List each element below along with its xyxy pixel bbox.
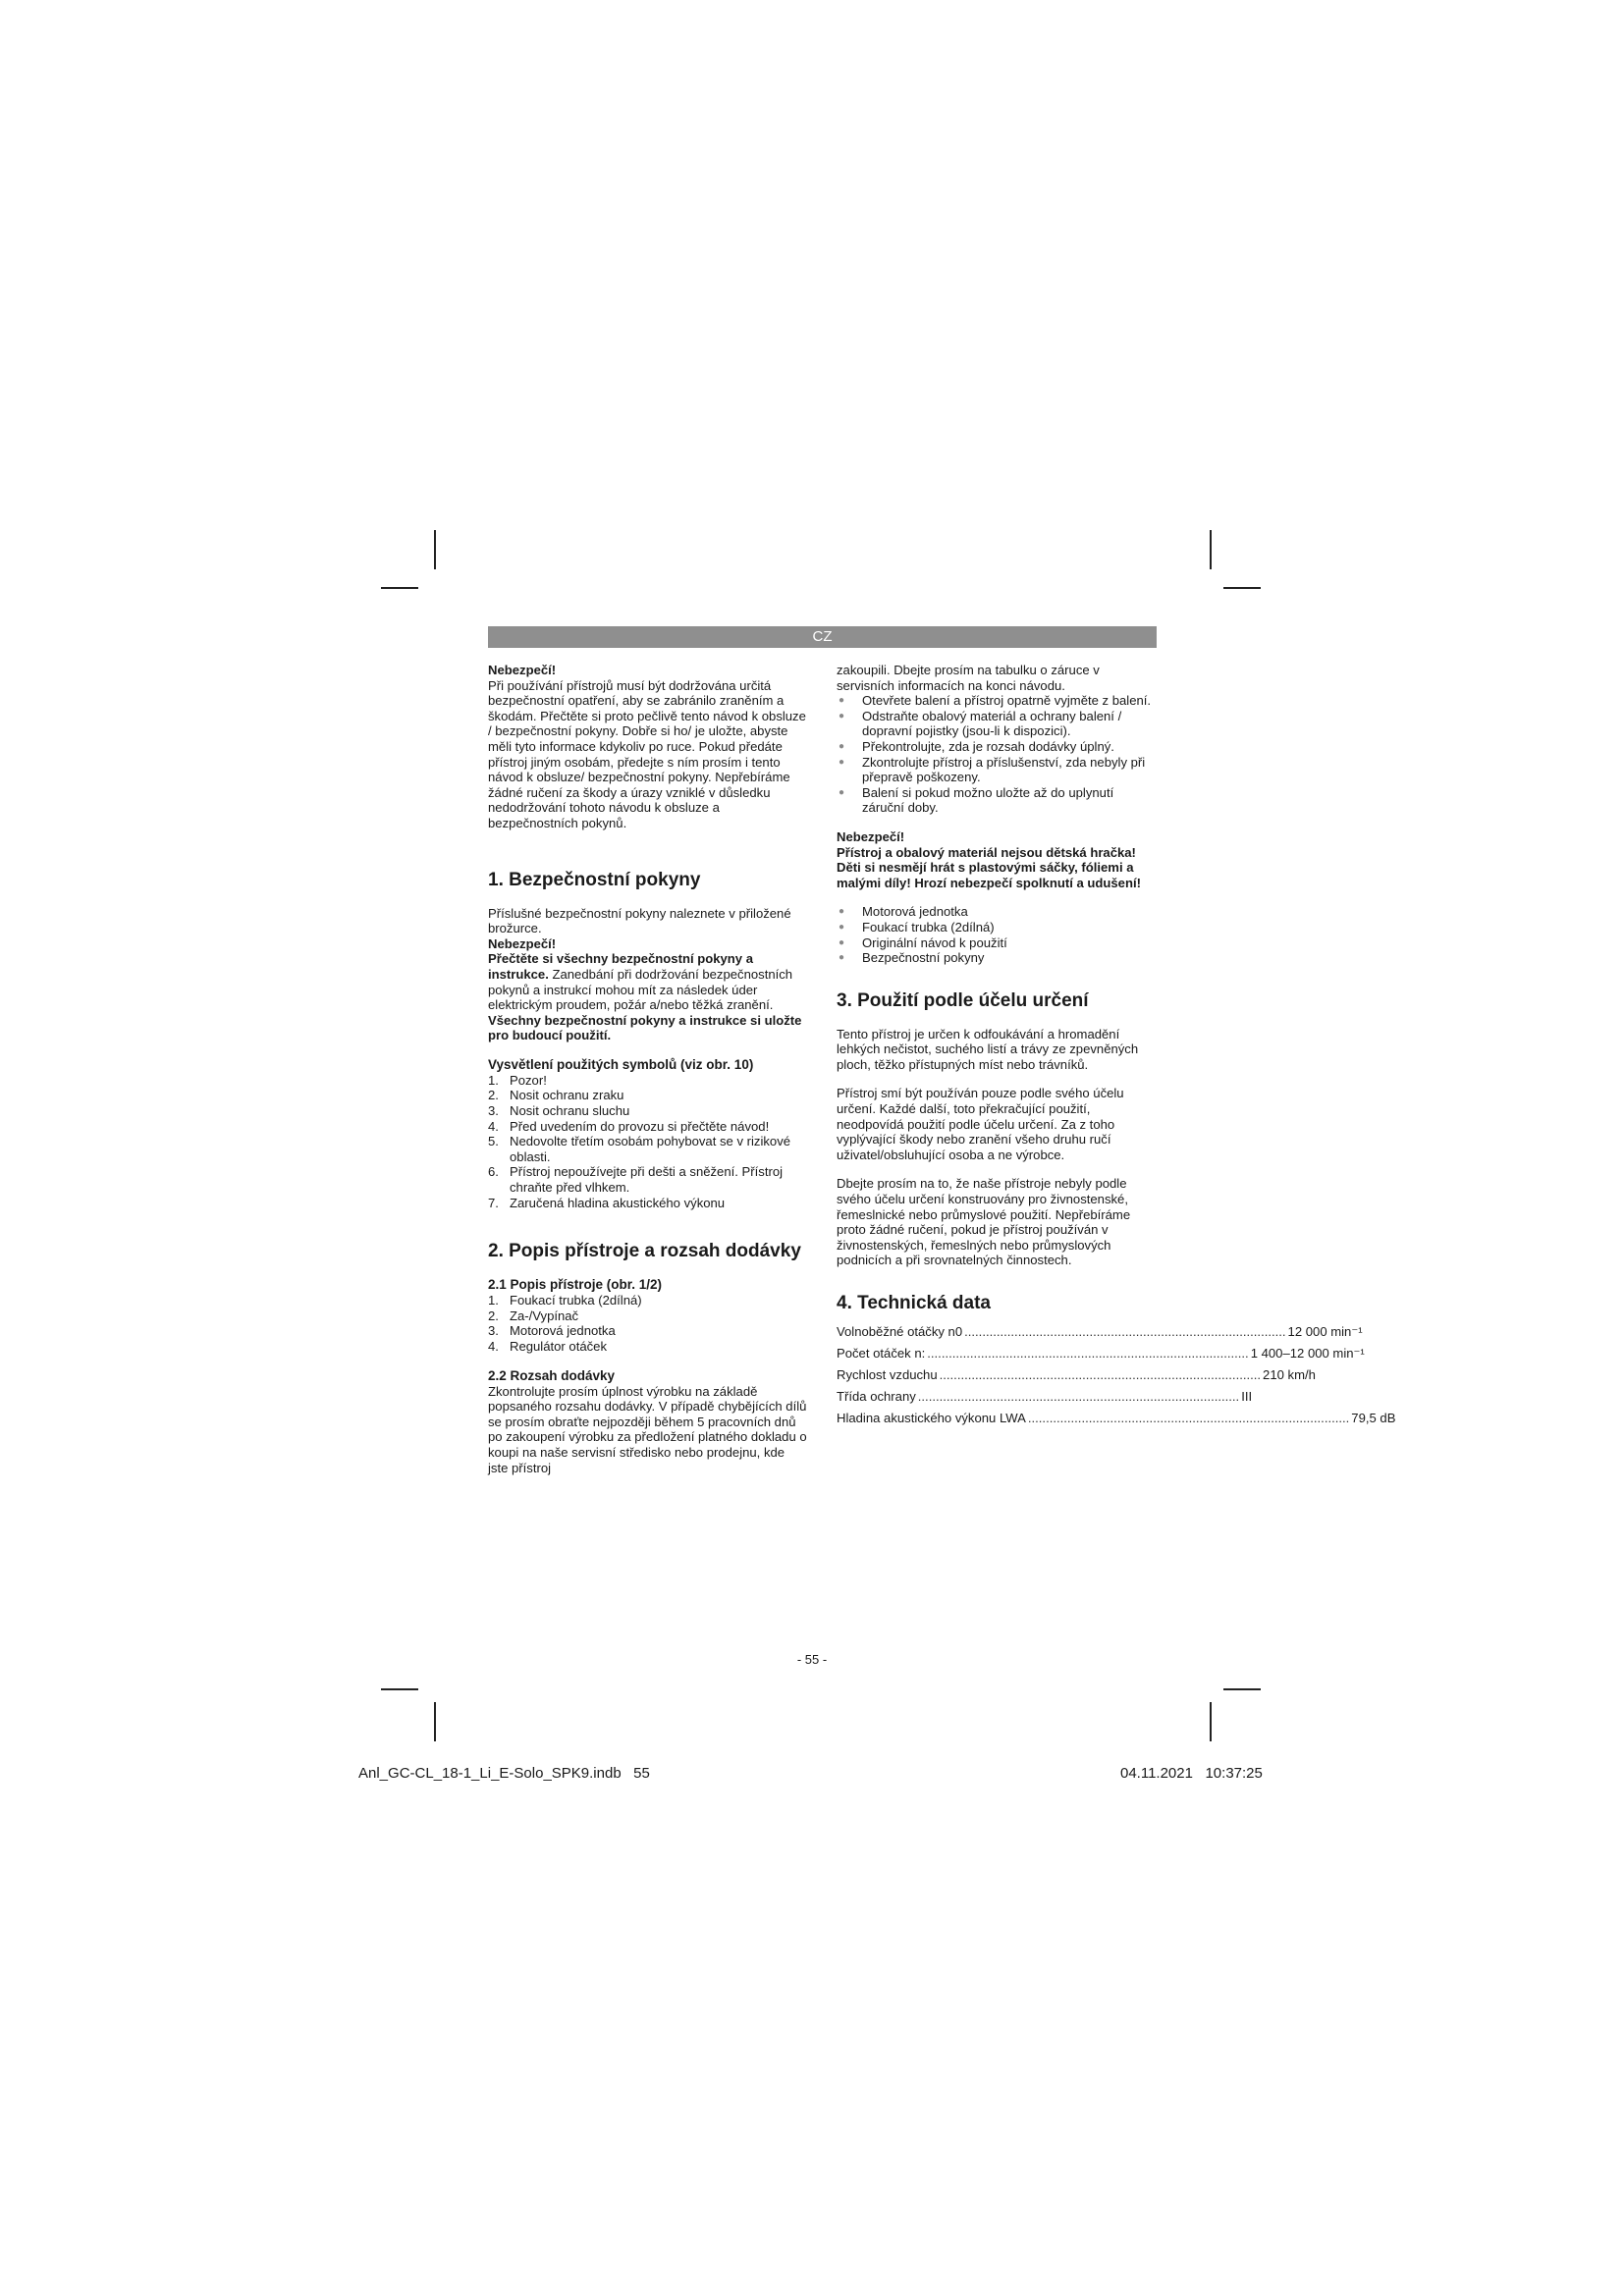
section1-title: 1. Bezpečnostní pokyny [488, 869, 701, 890]
section1-danger-label: Nebezpečí! [488, 935, 557, 951]
list-item: 1. Foukací trubka (2dílná) [488, 1293, 642, 1308]
list-item: ● Balení si pokud možno uložte až do uplynutí záruční doby. [839, 784, 1114, 816]
list-item: ● Otevřete balení a přístroj opatrně vyjměte z balení. [839, 693, 1152, 709]
section1-warning [488, 951, 807, 1043]
list-item: ● Zkontrolujte přístroj a příslušenství, zda nebyly při přepravě poškozeny. [839, 754, 1146, 785]
crop-mark [1223, 1688, 1261, 1690]
spec-table [837, 1321, 1396, 1429]
crop-mark [1210, 530, 1212, 569]
list-item: 2. Za-/Vypínač [488, 1308, 579, 1323]
section2-danger-text: Přístroj a obalový materiál nejsou dětská hračka! Děti si nesmějí hrát s plastovými sáčky, fóliemi a malými díly! Hrozí nebezpečí spolknutí a udušení! [837, 844, 1141, 890]
section2-title: 2. Popis přístroje a rozsah dodávky [488, 1241, 801, 1262]
spec-row: Počet otáček n: .......................................................................................... 1 400–12 000 min⁻¹ [837, 1346, 1365, 1361]
section2-danger-label: Nebezpečí! [837, 828, 905, 844]
section1-text: Příslušné bezpečnostní pokyny naleznete v přiložené brožurce. [488, 905, 791, 936]
list-item: ● Foukací trubka (2dílná) [839, 919, 995, 934]
page-number: - 55 - [796, 1652, 828, 1667]
symbols-list [488, 1073, 807, 1210]
spec-row: Třída ochrany .......................................................................................... III [837, 1389, 1253, 1404]
list-item: ● Originální návod k použití [839, 934, 1007, 950]
list-item: 5. Nedovolte třetím osobám pohybovat se v rizikové oblasti. [488, 1134, 791, 1164]
section2-2-continued: zakoupili. Dbejte prosím na tabulku o záruce v servisních informacích na konci návodu. [837, 663, 1100, 693]
crop-mark [434, 1702, 436, 1741]
list-item: ● Překontrolujte, zda je rozsah dodávky úplný. [839, 738, 1114, 754]
crop-mark [381, 1688, 418, 1690]
language-header: CZ [488, 626, 1157, 648]
footer-file: Anl_GC-CL_18-1_Li_E-Solo_SPK9.indb 55 [358, 1765, 650, 1782]
checklist [837, 693, 1156, 816]
list-item: 4. Před uvedením do provozu si přečtěte návod! [488, 1118, 770, 1134]
intro-text: Při používání přístrojů musí být dodržována určitá bezpečnostní opatření, aby se zabránilo zraněním a škodám. Přečtěte si proto pečlivě tento návod k obsluze / bezpečnostní pokyny. Dobře si ho/ je uložte, abyste měli tyto informace kdykoliv po ruce. Pokud předáte přístroj jiným osobám, předejte s ním prosím i tento návod k obsluze/ bezpečnostní pokyny. Nepřebíráme žádné ručení za škody a úrazy vzniklé v důsledku nedodržování tohoto návodu k obsluze a bezpečnostních pokynů. [488, 677, 806, 830]
crop-mark [1210, 1702, 1212, 1741]
section4-title: 4. Technická data [837, 1293, 991, 1313]
list-item: 7. Zaručená hladina akustického výkonu [488, 1195, 726, 1210]
section3-title: 3. Použití podle účelu určení [837, 989, 1089, 1011]
contents-list [837, 904, 1156, 965]
warning-tail: Všechny bezpečnostní pokyny a instrukce si uložte pro budoucí použití. [488, 1012, 802, 1043]
crop-mark [381, 587, 418, 589]
warning-lead: Přečtěte si všechny bezpečnostní pokyny a instrukce. [488, 951, 753, 982]
spec-row: Hladina akustického výkonu LWA .......................................................................................... 79,5 dB [837, 1411, 1396, 1425]
list-item: ● Bezpečnostní pokyny [839, 950, 985, 966]
section2-2-title: 2.2 Rozsah dodávky [488, 1367, 616, 1383]
list-item: 4. Regulátor otáček [488, 1339, 607, 1354]
list-item: 3. Nosit ochranu sluchu [488, 1103, 630, 1119]
section3-p2: Přístroj smí být používán pouze podle svého účelu určení. Každé další, toto překračující použití, neodpovídá použití podle účelu určení. Za z toho vyplývající škody nebo zranění všeho druhu ručí uživatel/obsluhující osoba a ne výrobce. [837, 1086, 1124, 1162]
section2-1-title: 2.1 Popis přístroje (obr. 1/2) [488, 1277, 663, 1293]
symbols-title: Vysvětlení použitých symbolů (viz obr. 10) [488, 1056, 754, 1072]
list-item: 3. Motorová jednotka [488, 1323, 616, 1339]
list-item: 1. Pozor! [488, 1072, 547, 1088]
warning-body: Zanedbání při dodržování bezpečnostních pokynů a instrukcí mohou mít za následek úder elektrickým proudem, požár a/nebo těžká zranění. [488, 966, 793, 1013]
crop-mark [1223, 587, 1261, 589]
section3-p3: Dbejte prosím na to, že naše přístroje nebyly podle svého účelu určení konstruovány pro živnostenské, řemeslnické nebo průmyslové použití. Nepřebíráme proto žádné ručení, pokud je přístroj používán v živnostenských, řemeslných nebo průmyslových podnicích a při srovnatelných činnostech. [837, 1176, 1131, 1268]
parts-list [488, 1293, 807, 1354]
intro-danger-label: Nebezpečí! [488, 663, 557, 677]
footer-timestamp: 04.11.2021 10:37:25 [1120, 1765, 1263, 1782]
spec-row: Rychlost vzduchu .......................................................................................... 210 km/h [837, 1367, 1316, 1382]
spec-row: Volnoběžné otáčky n0 .......................................................................................... 12 000 min⁻¹ [837, 1324, 1363, 1339]
crop-mark [434, 530, 436, 569]
list-item: 6. Přístroj nepoužívejte při dešti a sněžení. Přístroj chraňte před vlhkem. [488, 1164, 784, 1196]
section3-p1: Tento přístroj je určen k odfoukávání a hromadění lehkých nečistot, suchého listí a trávy ze zpevněných ploch, těžko přístupných míst nebo trávníků. [837, 1026, 1139, 1072]
right-column [837, 663, 1396, 1429]
section2-2-text: Zkontrolujte prosím úplnost výrobku na základě popsaného rozsahu dodávky. V případě chybějících dílů se prosím obraťte nejpozději během 5 pracovních dnů po zakoupení výrobku za předložení platného dokladu o koupi na naše servisní středisko nebo prodejnu, kde jste přístroj [488, 1383, 807, 1475]
list-item: 2. Nosit ochranu zraku [488, 1088, 624, 1103]
left-column [488, 663, 807, 1475]
list-item: ● Motorová jednotka [839, 904, 968, 920]
list-item: ● Odstraňte obalový materiál a ochrany balení / dopravní pojistky (jsou-li k dispozici). [839, 708, 1122, 739]
